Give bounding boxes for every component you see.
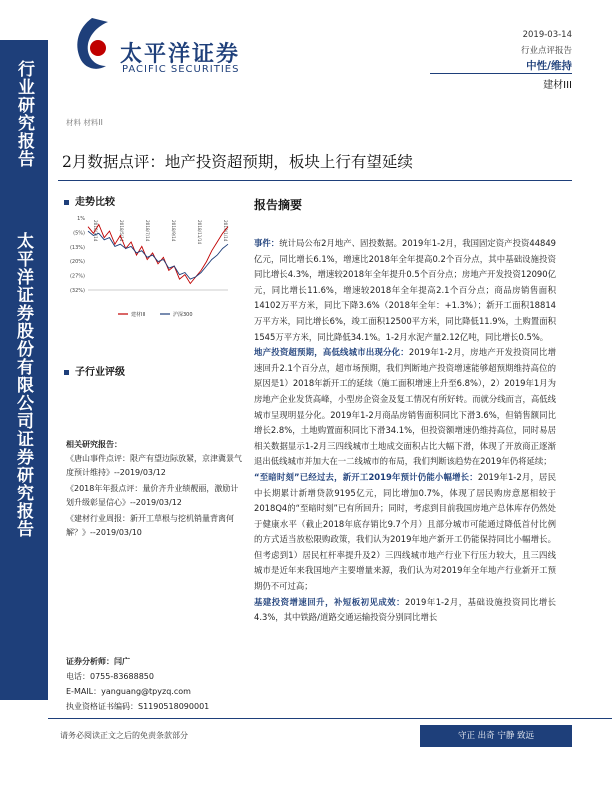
p4-lead: 基建投资增速回升，补短板初见成效： (254, 596, 406, 607)
bullet-icon (64, 200, 69, 205)
phone-row (66, 669, 256, 684)
series-line-1 (88, 225, 228, 284)
related-reports (66, 438, 244, 540)
page-title: 2月数据点评：地产投资超预期，板块上行有望延续 (62, 153, 413, 171)
sidebar-company: 太平洋证券股份有限公司证券研究报告 (13, 232, 33, 538)
related-report-2[interactable]: 《2018年年报点评：量价齐升业绩靓丽，激励计划升级彰显信心》--2019/03/12 (66, 484, 239, 507)
x-tick-label: 2018/11/14 (197, 220, 202, 245)
series-line-2 (88, 231, 228, 279)
cert-no: 执业资格证书编码：S1190518090001 (66, 702, 210, 711)
rating-label: 子行业评级 (75, 367, 125, 378)
y-tick-label: (20%) (69, 259, 85, 266)
footer-divider (48, 718, 612, 719)
header-divider (430, 73, 572, 74)
related-report-3[interactable]: 《建材行业周报：新开工草根与挖机销量背离何解？》--2019/03/10 (66, 514, 234, 537)
related-label: 相关研究报告： (66, 440, 122, 449)
x-tick-label: 2019/1/14 (223, 220, 228, 242)
motto-box (420, 725, 572, 747)
trend-label: 走势比较 (75, 197, 115, 208)
summary-paragraph-1 (254, 236, 556, 345)
p4-text: 2019年1-2月，基础设施投资同比增长4.3%，其中铁路/道路交通运输投资分别同比增长 (254, 596, 556, 623)
x-tick-label: 2018/5/14 (119, 220, 124, 242)
p2-lead: 地产投资超预期，高低线城市出现分化： (254, 347, 409, 358)
motto: 守正 出奇 宁静 致远 (457, 731, 535, 741)
related-report-1[interactable]: 《唐山事件点评：限产有望边际放紧，京津冀景气度预计维持》--2019/03/12 (66, 454, 242, 477)
summary-body (254, 236, 556, 626)
summary-paragraph-2 (254, 345, 556, 470)
x-tick-label: 2018/3/14 (93, 220, 98, 242)
p3-text: 2019年1-2月，居民中长期累计新增贷款9195亿元，同比增加0.7%，体现了居民购房意愿相较于2018Q4的“至暗时刻”已有所回升；同时，考虑到目前我国房地产总体库存仍然处于健康水平（截止2018年底存销比9.7个月）且部分城市可能通过降低首付比例的方式适当放松限购政策，我们认为2019年地产新开工仍能保持同比小幅增长。但考虑到1）居民杠杆率提升及2）三四线城市地产行业下行压力较大，且三四线城市是近年来我国地产主要增量来源，我们认为对2019年全年地产行业新开工预期仍不可过高； (254, 471, 556, 592)
analyst-name: 证券分析师：闫广 (66, 657, 130, 666)
logo-mark (70, 14, 114, 74)
p3-lead: “至暗时刻”已经过去，新开工2019年预计仍能小幅增长： (254, 471, 478, 482)
y-tick-label: (32%) (69, 288, 85, 294)
email-row (66, 684, 256, 699)
summary-paragraph-3 (254, 470, 556, 595)
summary-paragraph-4 (254, 595, 556, 626)
legend-label: 建材III (131, 312, 146, 318)
y-tick-label: (27%) (69, 273, 85, 280)
phone: 0755-83688850 (90, 672, 154, 681)
title-divider (58, 180, 572, 181)
x-tick-label: 2018/9/14 (171, 220, 176, 242)
email-label: E-MAIL： (66, 687, 102, 696)
p2-text: 2019年1-2月，房地产开发投资同比增速回升2.1个百分点，超市场预期，我们判断地产投资增速能够超预期维持高位的原因是1）2018年新开工的延续（施工面积增速上升至6.8%），2）2019年1月为房地产企业发货高峰，小型房企资金及复工情况有所好转。而就分线而言，高低线城市呈现明显分化。2019年1-2月商品房销售面积同比下滑3.6%，但销售额同比增长2.8%，土地购置面积同比下滑34.1%，但投资额增速仍维持高位，同时易居相关数据显示1-2月三四线城市土地成交面积占比大幅下滑，体现了开放商正逐渐退出低线城市并加大在一二线城市的布局，我们判断该趋势在2019年仍将延续； (254, 347, 556, 467)
breadcrumb: 材料 材料II (66, 118, 103, 127)
phone-label: 电话： (66, 672, 90, 681)
trend-chart (60, 210, 235, 325)
bullet-icon (64, 370, 69, 375)
logo-cn: 太平洋证券 (120, 42, 241, 67)
p1-text: 统计局公布2月地产、固投数据。2019年1-2月，我国固定资产投资44849亿元，同比增长6.1%，增速比2018年全年提高0.2个百分点，其中基础设施投资同比增长4.3%，增速较2018年全年提升0.5个百分点；房地产开发投资12090亿元，同比增长11.6%，增速较2018年全年提高2.1个百分点；商品房销售面积14102万平方米，同比下降3.6%（2018年全年：+1.3%）；新开工面积18814万平方米，同比增长6%，竣工面积12500平方米，同比降低11.9%，土购置面积1545万平方米，同比降低34.1%。1-2月水泥产量2.12亿吨，同比增长0.5%。 (254, 238, 557, 342)
sidebar-category-band (0, 40, 48, 190)
rating-label-row (64, 363, 125, 378)
sidebar-company-band (0, 190, 48, 700)
analyst-block (66, 654, 256, 714)
y-tick-label: 1% (77, 216, 85, 222)
sector: 建材III (543, 80, 572, 91)
rating: 中性/维持 (526, 60, 572, 72)
report-date: 2019-03-14 (522, 30, 572, 40)
disclaimer: 请务必阅读正文之后的免责条款部分 (60, 731, 188, 740)
x-tick-label: 2018/7/14 (145, 220, 150, 242)
sidebar-category: 行业研究报告 (14, 60, 34, 168)
logo-en: PACIFIC SECURITIES (122, 64, 240, 75)
p1-lead: 事件： (254, 238, 280, 248)
trend-label-row (64, 193, 115, 208)
y-tick-label: (5%) (73, 230, 85, 237)
y-tick-label: (13%) (69, 244, 85, 251)
email-link[interactable]: yanguang@tpyzq.com (101, 687, 191, 696)
report-type: 行业点评报告 (520, 46, 572, 56)
summary-label: 报告摘要 (254, 198, 303, 212)
legend-label: 沪深300 (173, 312, 193, 318)
